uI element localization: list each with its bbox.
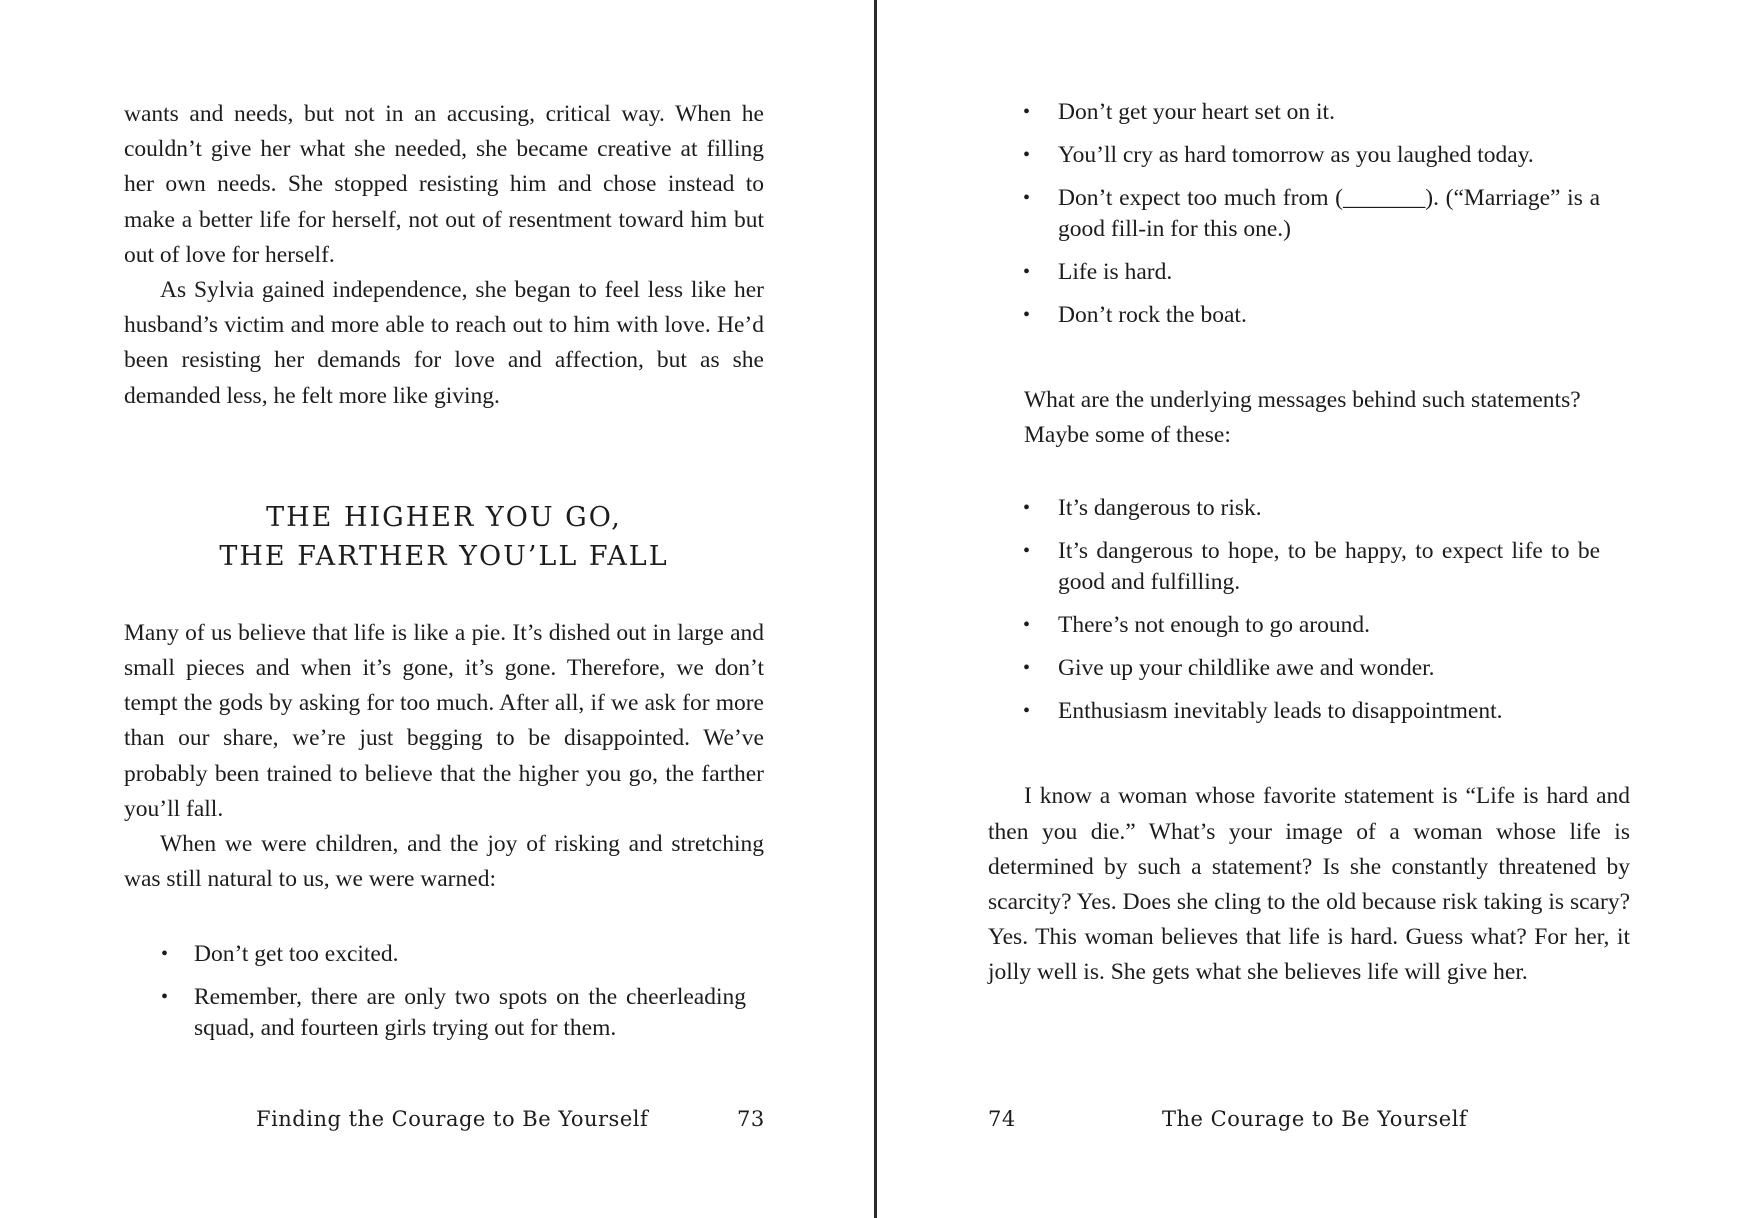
section-heading xyxy=(124,498,764,576)
bullet-icon: • xyxy=(161,986,169,1009)
section-heading-line-2: THE FARTHER YOU’LL FALL xyxy=(219,540,669,572)
list-item: • Give up your childlike awe and wonder. xyxy=(988,653,1600,684)
section-heading-line-1: THE HIGHER YOU GO, xyxy=(266,501,622,533)
bullet-icon: • xyxy=(1023,540,1031,563)
right-bullet-list-bottom xyxy=(988,493,1630,727)
bullet-icon: • xyxy=(1023,187,1031,209)
right-bullet-list-top xyxy=(988,97,1630,331)
list-item: • There’s not enough to go around. xyxy=(988,610,1600,641)
right-paragraph-3: I know a woman whose favorite statement is “Life is hard and then you die.” What’s your image of a woman whose life is determined by such a statement? Is she constantly threatened by scarcity? Yes. Does she cling to the old because risk taking is scary? Yes. This woman believes that life is hard. Guess what? For her, it jolly well is. She gets what she believes life will give her. xyxy=(988,783,1630,986)
bullet-icon: • xyxy=(1023,497,1031,520)
left-bullet-list xyxy=(124,939,764,1044)
right-running-footer-title: The Courage to Be Yourself xyxy=(1162,1107,1468,1131)
list-item: • Remember, there are only two spots on the cheerleading squad, and fourteen girls trying out for them. xyxy=(161,984,746,1042)
left-page xyxy=(0,0,874,1218)
bullet-icon: • xyxy=(1023,657,1031,680)
bullet-icon: • xyxy=(1023,261,1031,283)
right-page-number: 74 xyxy=(988,1107,1016,1131)
right-paragraph-1: What are the underlying messages behind such statements? xyxy=(1024,387,1581,413)
right-text-column xyxy=(988,97,1630,991)
right-paragraph-2: Maybe some of these: xyxy=(1024,422,1231,449)
left-paragraph-3: Many of us believe that life is like a pie. It’s dished out in large and small pieces and when it’s gone, it’s gone. Therefore, we don’t tempt the gods by asking for too much. After all, if we ask for more than our share, we’re just begging to be disappointed. We’ve probably been trained to believe that the higher you go, the farther you’ll fall. xyxy=(124,619,764,822)
bullet-icon: • xyxy=(161,943,169,966)
list-item: • Don’t get your heart set on it. xyxy=(988,97,1600,128)
left-paragraph-1: wants and needs, but not in an accusing, critical way. When he couldn’t give her what she needed, she became creative at filling her own needs. She stopped resisting him and chose instead to make a better life for herself, not out of resentment toward him but out of love for herself. xyxy=(124,101,764,268)
list-item: • Don’t get too excited. xyxy=(124,939,746,970)
list-item: • It’s dangerous to hope, to be happy, to expect life to be good and fulfilling. xyxy=(1023,538,1600,596)
bullet-icon: • xyxy=(1023,304,1031,326)
left-running-footer-title: Finding the Courage to Be Yourself xyxy=(256,1107,649,1131)
book-gutter-divider xyxy=(874,0,877,1218)
bullet-icon: • xyxy=(1023,614,1031,637)
bullet-icon: • xyxy=(1023,101,1031,123)
list-item: • It’s dangerous to risk. xyxy=(988,493,1600,524)
list-item: • Don’t expect too much from (_______). (“Marriage” is a good fill-in for this one.) xyxy=(1023,185,1600,242)
list-item: • Don’t rock the boat. xyxy=(988,300,1600,331)
bullet-icon: • xyxy=(1023,144,1031,166)
right-page xyxy=(878,0,1751,1218)
left-paragraph-4: When we were children, and the joy of risking and stretching was still natural to us, we were warned: xyxy=(124,831,764,893)
left-text-column xyxy=(124,97,764,1056)
list-item: • Life is hard. xyxy=(988,257,1600,288)
left-page-number: 73 xyxy=(737,1107,765,1131)
bullet-icon: • xyxy=(1023,700,1031,723)
list-item: • You’ll cry as hard tomorrow as you laughed today. xyxy=(988,140,1600,171)
list-item: • Enthusiasm inevitably leads to disappointment. xyxy=(988,696,1600,727)
left-paragraph-2: As Sylvia gained independence, she began to feel less like her husband’s victim and more able to reach out to him with love. He’d been resisting her demands for love and affection, but as she demanded less, he felt more like giving. xyxy=(124,277,764,409)
